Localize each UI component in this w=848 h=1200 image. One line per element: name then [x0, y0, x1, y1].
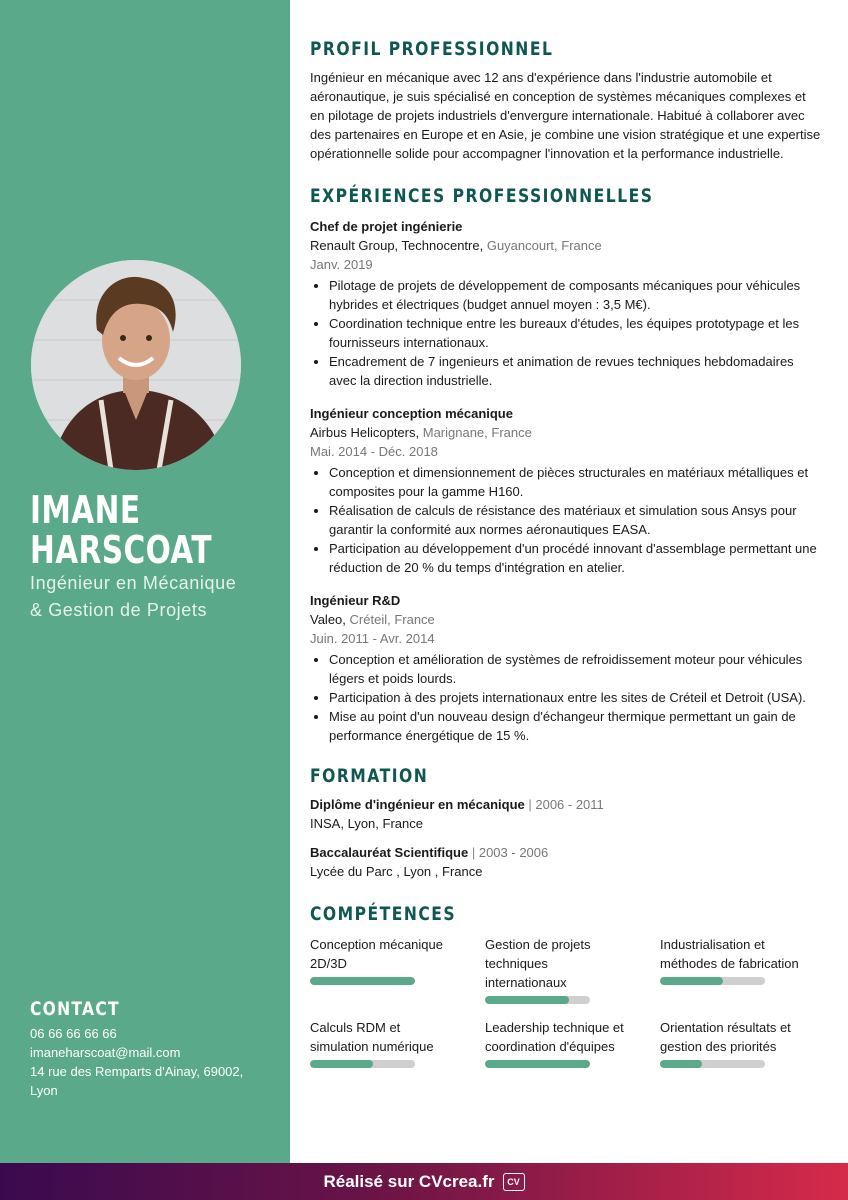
skill-level-fill: [485, 1060, 590, 1068]
profile-section: [310, 38, 822, 163]
profile-text: Ingénieur en mécanique avec 12 ans d'expérience dans l'industrie automobile et aéronautique, je suis spécialisé en conception de systèmes mécaniques complexes et en pilotage de projets industriels d'envergure internationale. Habitué à collaborer avec des partenaires en Europe et en Asie, je combine une vision stratégique et une expertise opérationnelle solide pour accompagner l'innovation et la performance industrielle.: [310, 70, 821, 161]
main-content: [310, 38, 822, 1068]
job-location: Guyancourt, France: [486, 238, 602, 253]
education-entry: [310, 843, 822, 881]
candidate-title: [30, 570, 280, 624]
education-school: Lycée du Parc , Lyon , France: [310, 864, 483, 879]
skills-grid: [310, 935, 822, 1068]
skill-level-bar: [660, 977, 765, 985]
profile-heading: PROFIL PROFESSIONNEL: [310, 38, 554, 60]
experience-heading: EXPÉRIENCES PROFESSIONNELLES: [310, 185, 654, 207]
skill-level-bar: [310, 977, 415, 985]
job-company-line: [310, 423, 822, 442]
job-entry: [310, 404, 822, 577]
skill-level-bar: [310, 1060, 415, 1068]
skill-level-bar: [485, 996, 590, 1004]
skill-level-bar: [660, 1060, 765, 1068]
skills-heading: COMPÉTENCES: [310, 903, 457, 925]
footer-text: Réalisé sur CVcrea.fr: [323, 1171, 495, 1191]
job-location: Marignane, France: [422, 425, 532, 440]
job-bullet: • Encadrement de 7 ingenieurs et animation de revues techniques hebdomadaires avec la direction industrielle.: [329, 352, 822, 390]
skill-level-fill: [310, 977, 415, 985]
portrait-illustration-icon: [31, 260, 241, 470]
skill-level-fill: [660, 977, 723, 985]
job-location: Créteil, France: [349, 612, 435, 627]
name-last: HARSCOAT: [30, 528, 213, 572]
job-company: Valeo,: [310, 612, 346, 627]
job-title: Ingénieur R&D: [310, 593, 401, 608]
title-line-2: & Gestion de Projets: [30, 600, 208, 620]
skill-level-fill: [660, 1060, 702, 1068]
education-separator: |: [524, 797, 536, 812]
job-bullet: • Conception et amélioration de systèmes de refroidissement moteur pour véhicules légers et poids lourds.: [329, 650, 822, 688]
contact-email: imaneharscoat@mail.com: [30, 1045, 181, 1060]
skill-level-fill: [310, 1060, 373, 1068]
job-bullet: • Participation au développement d'un procédé innovant d'assemblage permettant une réduction de 20 % du temps d'intégration en atelier.: [329, 539, 822, 577]
name-first: IMANE: [30, 488, 141, 532]
job-bullet: • Participation à des projets internationaux entre les sites de Créteil et Detroit (USA).: [329, 688, 822, 707]
skill-label: Gestion de projets techniques internationaux: [485, 937, 591, 990]
education-line: [310, 795, 822, 814]
job-bullets: [310, 650, 822, 745]
education-section: [310, 765, 822, 881]
education-line: [310, 843, 822, 862]
education-separator: |: [468, 845, 479, 860]
contact-phone: 06 66 66 66 66: [30, 1026, 117, 1041]
job-bullet: • Mise au point d'un nouveau design d'échangeur thermique permettant un gain de performance énergétique de 15 %.: [329, 707, 822, 745]
job-company-line: [310, 610, 822, 629]
education-degree: Diplôme d'ingénieur en mécanique: [310, 797, 525, 812]
skill-label: Conception mécanique 2D/3D: [310, 937, 443, 971]
education-degree: Baccalauréat Scientifique: [310, 845, 469, 860]
contact-block: [30, 1024, 270, 1100]
sidebar: [0, 0, 290, 1163]
skill-level-bar: [485, 1060, 590, 1068]
skill-label: Leadership technique et coordination d'équipes: [485, 1020, 624, 1054]
education-entry: [310, 795, 822, 833]
skill-label: Orientation résultats et gestion des priorités: [660, 1020, 791, 1054]
job-bullets: [310, 463, 822, 577]
skills-section: [310, 903, 822, 1068]
skill-label: Calculs RDM et simulation numérique: [310, 1020, 434, 1054]
job-company: Renault Group, Technocentre,: [310, 238, 484, 253]
job-date: Mai. 2014 - Déc. 2018: [310, 444, 438, 459]
skill-item: [660, 1018, 822, 1068]
title-line-1: Ingénieur en Mécanique: [30, 573, 237, 593]
skill-item: [310, 1018, 485, 1068]
job-bullets: [310, 276, 822, 390]
job-list: [310, 217, 822, 745]
experience-section: [310, 185, 822, 745]
education-years: 2006 - 2011: [535, 797, 604, 812]
skill-item: [485, 1018, 660, 1068]
skill-label: Industrialisation et méthodes de fabrication: [660, 937, 799, 971]
cv-logo-icon: CV: [503, 1173, 525, 1191]
job-company: Airbus Helicopters,: [310, 425, 420, 440]
job-bullet: • Coordination technique entre les bureaux d'études, les équipes prototypage et les fournisseurs internationaux.: [329, 314, 822, 352]
job-entry: [310, 217, 822, 390]
job-date: Janv. 2019: [310, 257, 373, 272]
skill-item: [660, 935, 822, 1004]
contact-address: 14 rue des Remparts d'Ainay, 69002, Lyon: [30, 1064, 244, 1098]
education-list: [310, 795, 822, 881]
job-bullet: • Conception et dimensionnement de pièces structurales en matériaux métalliques et composites pour la gamme H160.: [329, 463, 822, 501]
education-school: INSA, Lyon, France: [310, 816, 423, 831]
profile-photo: [31, 260, 241, 470]
job-bullet: • Pilotage de projets de développement de composants mécaniques pour véhicules hybrides et électriques (budget annuel moyen : 3,5 M€).: [329, 276, 822, 314]
job-bullet: • Réalisation de calculs de résistance des matériaux et simulation sous Ansys pour garantir la conformité aux normes aéronautiques EASA.: [329, 501, 822, 539]
skill-item: [310, 935, 485, 1004]
contact-heading: CONTACT: [30, 998, 120, 1020]
education-years: 2003 - 2006: [478, 845, 549, 860]
candidate-name: [30, 490, 212, 570]
job-title: Ingénieur conception mécanique: [310, 406, 513, 421]
job-entry: [310, 591, 822, 745]
job-title: Chef de projet ingénierie: [310, 219, 463, 234]
skill-item: [485, 935, 660, 1004]
footer-banner[interactable]: [0, 1163, 848, 1200]
skill-level-fill: [485, 996, 569, 1004]
job-date: Juin. 2011 - Avr. 2014: [310, 631, 435, 646]
education-heading: FORMATION: [310, 765, 429, 787]
job-company-line: [310, 236, 822, 255]
